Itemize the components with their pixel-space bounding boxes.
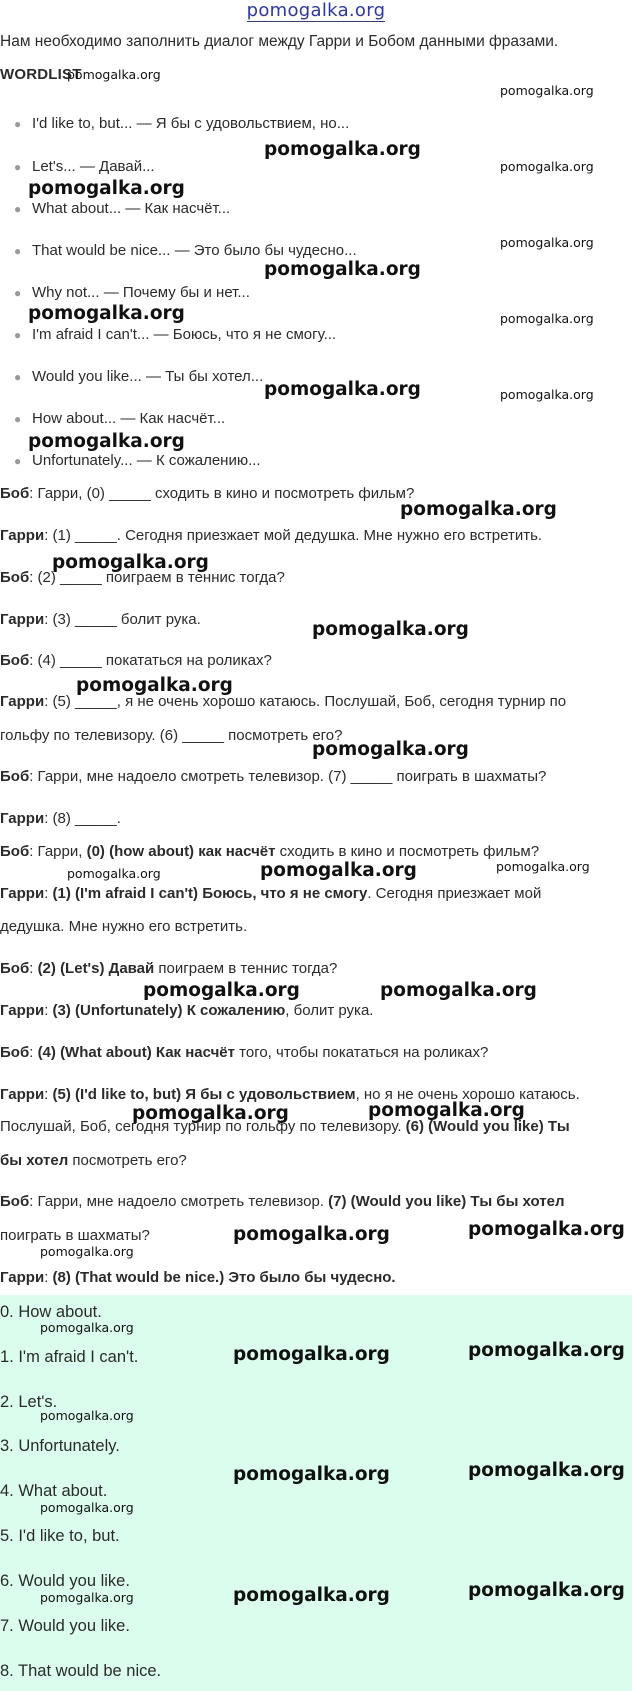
site-header-logo[interactable] <box>0 0 632 26</box>
solution-text: : <box>44 885 53 902</box>
wordlist-item: I'm afraid I can't... — Боюсь, что я не смогу... <box>32 326 337 343</box>
speaker: Боб <box>0 768 30 785</box>
solution-line <box>0 1227 150 1244</box>
watermark: pomogalka.org <box>76 675 233 696</box>
solution-text: посмотреть его? <box>68 1152 187 1169</box>
answer-item: 8. That would be nice. <box>0 1662 162 1680</box>
speaker: Боб <box>0 569 30 586</box>
wordlist-item: How about... — Как насчёт... <box>32 410 226 427</box>
watermark: pomogalka.org <box>52 552 209 573</box>
solution-text: : <box>44 1269 53 1286</box>
watermark: pomogalka.org <box>28 431 185 452</box>
watermark: pomogalka.org <box>500 159 594 174</box>
solution-line <box>0 1044 488 1061</box>
solution-text: Послушай, Боб, сегодня турнир по гольфу по телевизору. <box>0 1118 406 1135</box>
wordlist-item: That would be nice... — Это было бы чудесно... <box>32 242 357 259</box>
bullet-icon: ● <box>14 117 22 131</box>
answer-item: 7. Would you like. <box>0 1617 130 1635</box>
solution-bold-text: (0) (how about) как насчёт <box>86 843 276 860</box>
watermark: pomogalka.org <box>233 1464 390 1485</box>
solution-line <box>0 1269 396 1286</box>
solution-text: дедушка. Мне нужно его встретить. <box>0 918 248 935</box>
watermark: pomogalka.org <box>468 1460 625 1481</box>
dialog-line <box>0 485 414 502</box>
watermark: pomogalka.org <box>260 860 417 881</box>
answer-item: 0. How about. <box>0 1303 102 1321</box>
solution-text: , но я не очень хорошо катаюсь. <box>355 1086 580 1103</box>
answer-item: 1. I'm afraid I can't. <box>0 1348 139 1366</box>
watermark: pomogalka.org <box>40 1244 134 1259</box>
solution-bold-text: Гарри <box>0 885 45 902</box>
answer-item: 5. I'd like to, but. <box>0 1527 120 1545</box>
solution-line <box>0 960 337 977</box>
solution-bold-text: (8) (That would be nice.) Это было бы чудесно. <box>52 1269 396 1286</box>
solution-bold-text: (1) (I'm afraid I can't) Боюсь, что я не смогу <box>52 885 368 902</box>
answer-item: 6. Would you like. <box>0 1572 130 1590</box>
solution-text: . Сегодня приезжает мой <box>367 885 542 902</box>
solution-text: поиграть в шахматы? <box>0 1227 150 1244</box>
watermark: pomogalka.org <box>67 866 161 881</box>
dialog-line <box>0 768 546 785</box>
watermark: pomogalka.org <box>400 499 557 520</box>
wordlist-item: Would you like... — Ты бы хотел... <box>32 368 264 385</box>
speaker: Гарри <box>0 693 45 710</box>
site-header-link[interactable]: pomogalka.org <box>246 0 386 21</box>
wordlist-item: What about... — Как насчёт... <box>32 200 231 217</box>
speaker: Гарри <box>0 810 45 827</box>
watermark: pomogalka.org <box>468 1219 625 1240</box>
watermark: pomogalka.org <box>233 1344 390 1365</box>
solution-line <box>0 885 541 902</box>
solution-bold-text: Гарри <box>0 1002 45 1019</box>
watermark: pomogalka.org <box>500 311 594 326</box>
dialog-text: : Гарри, (0) _____ сходить в кино и посмотреть фильм? <box>29 485 415 502</box>
solution-bold-text: Гарри <box>0 1086 45 1103</box>
solution-line <box>0 1152 187 1169</box>
dialog-text: : (1) _____. Сегодня приезжает мой дедушка. Мне нужно его встретить. <box>44 527 543 544</box>
speaker: Гарри <box>0 611 45 628</box>
answer-item: 3. Unfortunately. <box>0 1437 120 1455</box>
watermark: pomogalka.org <box>500 387 594 402</box>
solution-line <box>0 918 247 935</box>
watermark: pomogalka.org <box>264 259 421 280</box>
watermark: pomogalka.org <box>264 379 421 400</box>
watermark: pomogalka.org <box>40 1320 134 1335</box>
solution-bold-text: (5) (I'd like to, but) Я бы с удовольствием <box>52 1086 356 1103</box>
watermark: pomogalka.org <box>143 980 300 1001</box>
dialog-line <box>0 611 201 628</box>
answer-item: 4. What about. <box>0 1482 108 1500</box>
dialog-line <box>0 727 343 744</box>
dialog-text: : (5) _____, я не очень хорошо катаюсь. Послушай, Боб, сегодня турнир по <box>44 693 567 710</box>
bullet-icon: ● <box>14 286 22 300</box>
dialog-text: гольфу по телевизору. (6) _____ посмотреть его? <box>0 727 343 744</box>
dialog-text: : (2) _____ поиграем в теннис тогда? <box>29 569 285 586</box>
watermark: pomogalka.org <box>468 1340 625 1361</box>
watermark: pomogalka.org <box>40 1590 134 1605</box>
dialog-text: : (8) _____. <box>44 810 121 827</box>
bullet-icon: ● <box>14 454 22 468</box>
solution-bold-text: Гарри <box>0 1269 45 1286</box>
solution-bold-text: (4) (What about) Как насчёт <box>37 1044 235 1061</box>
solution-text: : <box>44 1086 53 1103</box>
solution-text: : Гарри, <box>29 843 87 860</box>
wordlist-item: I'd like to, but... — Я бы с удовольствием, но... <box>32 115 350 132</box>
solution-text: , болит рука. <box>285 1002 374 1019</box>
watermark: pomogalka.org <box>500 83 594 98</box>
watermark: pomogalka.org <box>233 1585 390 1606</box>
solution-bold-text: (7) (Would you like) Ты бы хотел <box>328 1193 565 1210</box>
watermark: pomogalka.org <box>28 303 185 324</box>
dialog-line <box>0 810 121 827</box>
watermark: pomogalka.org <box>312 739 469 760</box>
wordlist-item: Let's... — Давай... <box>32 158 155 175</box>
bullet-icon: ● <box>14 202 22 216</box>
wordlist-item: Unfortunately... — К сожалению... <box>32 452 261 469</box>
solution-line <box>0 1193 565 1210</box>
solution-bold-text: Боб <box>0 960 30 977</box>
solution-line <box>0 843 539 860</box>
watermark: pomogalka.org <box>468 1580 625 1601</box>
solution-text: : <box>29 1044 38 1061</box>
watermark: pomogalka.org <box>40 1500 134 1515</box>
speaker: Гарри <box>0 527 45 544</box>
solution-bold-text: Боб <box>0 1193 30 1210</box>
watermark: pomogalka.org <box>67 67 161 82</box>
watermark: pomogalka.org <box>40 1408 134 1423</box>
dialog-text: : Гарри, мне надоело смотреть телевизор. (7) _____ поиграть в шахматы? <box>29 768 547 785</box>
solution-bold-text: (2) (Let's) Давай <box>37 960 155 977</box>
solution-text: того, чтобы покататься на роликах? <box>234 1044 489 1061</box>
intro-text: Нам необходимо заполнить диалог между Гарри и Бобом данными фразами. <box>0 33 559 50</box>
watermark: pomogalka.org <box>380 980 537 1001</box>
solution-bold-text: (3) (Unfortunately) К сожалению <box>52 1002 286 1019</box>
solution-text: : Гарри, мне надоело смотреть телевизор. <box>29 1193 329 1210</box>
speaker: Боб <box>0 485 30 502</box>
dialog-text: : (4) _____ покататься на роликах? <box>29 652 272 669</box>
watermark: pomogalka.org <box>368 1100 525 1121</box>
answer-item: 2. Let's. <box>0 1393 58 1411</box>
wordlist-item: Why not... — Почему бы и нет... <box>32 284 250 301</box>
solution-bold-text: бы хотел <box>0 1152 69 1169</box>
solution-text: : <box>29 960 38 977</box>
bullet-icon: ● <box>14 244 22 258</box>
bullet-icon: ● <box>14 328 22 342</box>
solution-bold-text: Боб <box>0 1044 30 1061</box>
solution-text: : <box>44 1002 53 1019</box>
watermark: pomogalka.org <box>28 178 185 199</box>
watermark: pomogalka.org <box>264 139 421 160</box>
bullet-icon: ● <box>14 412 22 426</box>
dialog-line <box>0 652 272 669</box>
watermark: pomogalka.org <box>312 619 469 640</box>
speaker: Боб <box>0 652 30 669</box>
watermark: pomogalka.org <box>233 1224 390 1245</box>
solution-bold-text: (6) (Would you like) Ты <box>405 1118 570 1135</box>
watermark: pomogalka.org <box>500 235 594 250</box>
solution-text: сходить в кино и посмотреть фильм? <box>275 843 540 860</box>
wordlist-title: WORDLIST <box>0 66 82 83</box>
solution-bold-text: Боб <box>0 843 30 860</box>
dialog-text: : (3) _____ болит рука. <box>44 611 201 628</box>
solution-text: поиграем в теннис тогда? <box>154 960 338 977</box>
bullet-icon: ● <box>14 160 22 174</box>
solution-line <box>0 1002 373 1019</box>
dialog-line <box>0 527 542 544</box>
watermark: pomogalka.org <box>132 1103 289 1124</box>
watermark: pomogalka.org <box>496 859 590 874</box>
bullet-icon: ● <box>14 370 22 384</box>
